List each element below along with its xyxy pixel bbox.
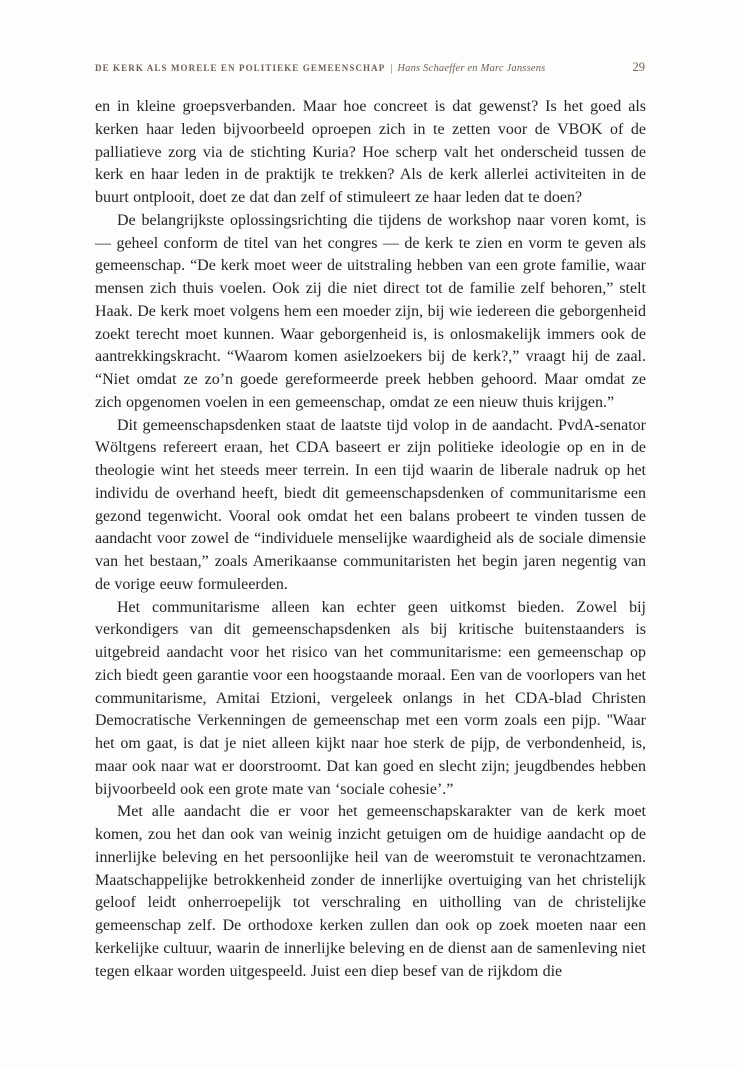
page-header bbox=[95, 58, 645, 76]
body-paragraph: Dit gemeenschapsdenken staat de laatste tijd volop in de aandacht. PvdA-senator Wöltgens refereert eraan, het CDA baseert er zijn politieke ideologie op en in de theologie wint het steeds meer terrein. In een tijd waarin de liberale nadruk op het individu de overhand heeft, biedt dit gemeenschapsdenken of communitarisme een gezond tegenwicht. Vooral ook omdat het een balans probeert te vinden tussen de aandacht voor zowel de “individuele menselijke waardigheid als de sociale dimensie van het bestaan,” zoals Amerikaanse communitaristen het begin jaren negentig van de vorige eeuw formuleerden. bbox=[95, 416, 646, 593]
page-number: 29 bbox=[632, 60, 645, 74]
running-title: DE KERK ALS MORELE EN POLITIEKE GEMEENSCHAP bbox=[95, 63, 386, 73]
header-separator: | bbox=[390, 63, 393, 74]
body-paragraph: Het communitarisme alleen kan echter geen uitkomst bieden. Zowel bij verkondigers van dit gemeenschapsdenken als bij kritische buitenstaanders is uitgebreid aandacht voor het risico van het communitarisme: een gemeenschap op zich biedt geen garantie voor een hoogstaande moraal. Een van de voorlopers van het communitarisme, Amitai Etzioni, vergeleek onlangs in het CDA-blad Christen Democratische Verkenningen de gemeenschap met een vorm zoals een pijp. ''Waar het om gaat, is dat je niet alleen kijkt naar hoe sterk de pijp, de verbondenheid, is, maar ook naar wat er doorstroomt. Dat kan goed en slecht zijn; jeugdbendes hebben bijvoorbeeld ook een grote mate van ‘sociale cohesie’.” bbox=[95, 598, 646, 798]
body-paragraph: en in kleine groepsverbanden. Maar hoe concreet is dat gewenst? Is het goed als kerken haar leden bijvoorbeeld oproepen zich in te zetten voor de VBOK of de palliatieve zorg via de stichting Kuria? Hoe scherp valt het onderscheid tussen de kerk en haar leden in de praktijk te trekken? Als de kerk allerlei activiteiten in de buurt ontplooit, doet ze dat dan zelf of stimuleert ze haar leden dat te doen? bbox=[95, 98, 646, 206]
running-authors: Hans Schaeffer en Marc Janssens bbox=[397, 63, 546, 74]
body-paragraph: De belangrijkste oplossingsrichting die tijdens de workshop naar voren komt, is — geheel conform de titel van het congres — de kerk te zien en vorm te geven als gemeenschap. “De kerk moet weer de uitstraling hebben van een grote familie, waar mensen zich thuis voelen. Ook zij die niet direct tot de familie zelf behoren,” stelt Haak. De kerk moet volgens hem een moeder zijn, bij wie iedereen die geborgenheid zoekt terecht moet kunnen. Waar geborgenheid is, is onlosmakelijk immers ook de aantrekkingskracht. “Waarom komen asielzoekers bij de kerk?,” vraagt hij de zaal. “Niet omdat ze zo’n goede gereformeerde preek hebben gehoord. Maar omdat ze zich opgenomen voelen in een gemeenschap, omdat ze een nieuw thuis krijgen.” bbox=[95, 211, 646, 411]
running-header bbox=[95, 58, 545, 76]
body-text-block bbox=[95, 96, 646, 983]
body-paragraph: Met alle aandacht die er voor het gemeenschapskarakter van de kerk moet komen, zou het dan ook van weinig inzicht getuigen om de huidige aandacht op de innerlijke beleving en het persoonlijke heil van de weeromstuit te veronachtzamen. Maatschappelijke betrokkenheid zonder de innerlijke overtuiging van het christelijk geloof leidt onherroepelijk tot verschraling en uitholling van de christelijke gemeenschap zelf. De orthodoxe kerken zullen dan ook op zoek moeten naar een kerkelijke cultuur, waarin de innerlijke beleving en de dienst aan de samenleving niet tegen elkaar worden uitgespeeld. Juist een diep besef van de rijkdom die bbox=[95, 803, 646, 980]
